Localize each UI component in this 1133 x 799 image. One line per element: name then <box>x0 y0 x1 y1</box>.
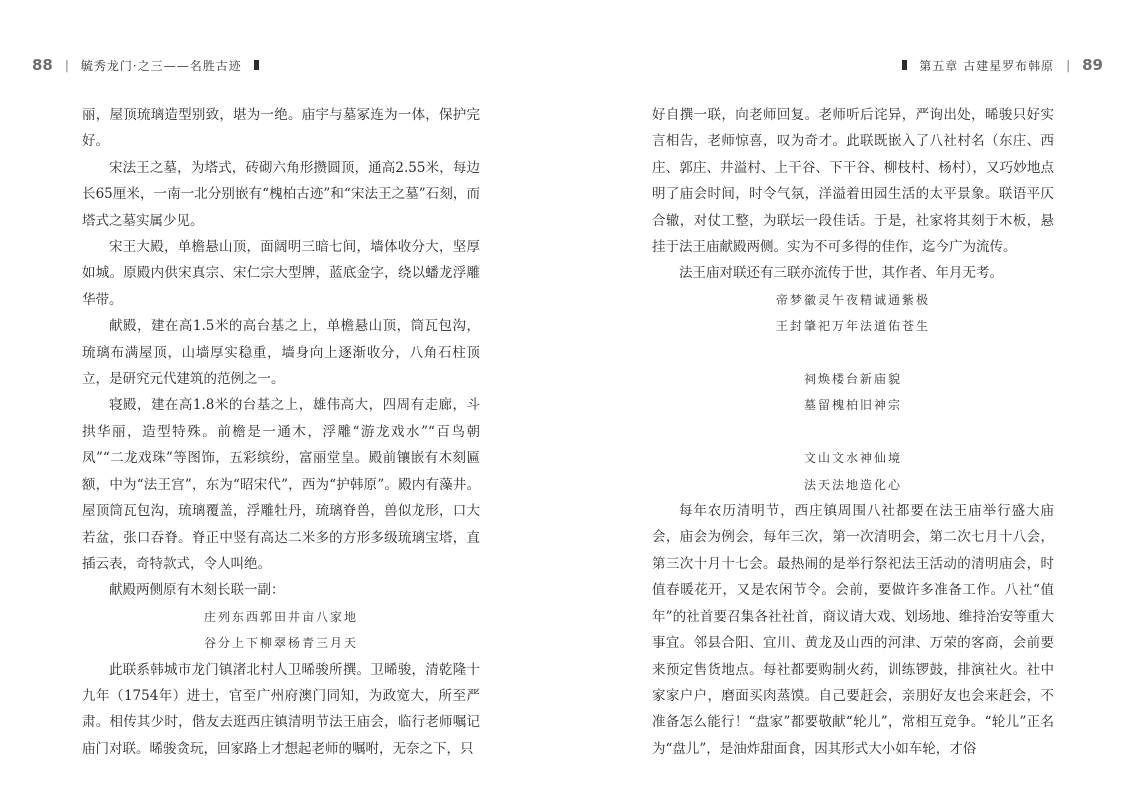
paragraph: 此联系韩城市龙门镇渚北村人卫晞骏所撰。卫晞骏，清乾隆十九年（1754年）进士，官至广州府澳门同知，为政宽大，所至严肃。相传其少时，偕友去逛西庄镇清明节法王庙会，临行老师嘱记庙门对联。晞骏贪玩，回家路上才想起老师的嘱咐，无奈之下，只 <box>82 661 480 757</box>
couplet-line: 王封肇祀万年法道佑苍生 <box>775 319 930 334</box>
paragraph: 好自撰一联，向老师回复。老师听后诧异，严询出处，晞骏只好实言相告，老师惊喜，叹为奇才。此联既嵌入了八社村名（东庄、西庄、郭庄、井溢村、上干谷、下干谷、柳枝村、杨村），又巧妙地点明了庙会时间，时令气氛，洋溢着田园生活的太平景象。联语平仄合辙，对仗工整，为联坛一段佳话。于是，社家将其刻于木板，悬挂于法王庙献殿两侧。实为不可多得的佳作，迄今广为流传。 <box>652 107 1054 256</box>
couplet-line: 墓留槐柏旧神宗 <box>803 398 902 413</box>
paragraph: 献殿两侧原有木刻长联一副： <box>109 582 285 599</box>
couplet-line: 谷分上下柳翠杨青三月天 <box>203 636 358 651</box>
paragraph: 宋王大殿，单檐悬山顶，面阔明三暗七间，墙体收分大，坚厚如城。原殿内供宋真宗、宋仁宗大型牌，蓝底金字，绕以蟠龙浮雕华带。 <box>82 239 480 308</box>
couplet-line: 文山文水神仙境 <box>803 451 902 466</box>
paragraph: 每年农历清明节，西庄镇周围八社都要在法王庙举行盛大庙会，庙会为例会，每年三次，第一次清明会，第二次七月十八会，第三次十月十七会。最热闹的是举行祭祀法王活动的清明庙会，时值春暖花开，又是农闲节令。会前，要做许多准备工作。八社“值年”的社首要召集各社社首，商议请大戏、划场地、维持治安等重大事宜。邻县合阳、宜川、黄龙及山西的河津、万荣的客商，会前要来预定售货地点。每社都要购制火药，训练锣鼓，排演社火。社中家家户户，磨面买肉蒸馍。自己要赶会，亲朋好友也会来赶会，不准备怎么能行！“盘家”都要敬献“轮儿”，常相互竞争。“轮儿”正名为“盘儿”，是油炸甜面食，因其形式大小如车轮，才俗 <box>652 503 1054 757</box>
right-page-header <box>890 56 1103 74</box>
left-page <box>0 0 566 799</box>
couplet-line: 法天法地造化心 <box>803 477 902 492</box>
left-page-body <box>82 102 480 762</box>
header-block-mark <box>254 60 259 70</box>
right-page <box>566 0 1133 799</box>
paragraph: 丽，屋顶琉璃造型别致，堪为一绝。庙宇与墓冢连为一体，保护完好。 <box>82 107 480 150</box>
paragraph: 寝殿，建在高1.8米的台基之上，雄伟高大，四周有走廊，斗拱华丽，造型特殊。前檐是一通木，浮雕“游龙戏水”“百鸟朝凤”“二龙戏珠”等图饰，五彩缤纷，富丽堂皇。殿前镶嵌有木刻匾额，中为“法王宫”，东为“昭宋代”，西为“护韩原”。殿内有藻井。屋顶筒瓦包沟，琉璃覆盖，浮雕牡丹，琉璃脊兽，兽似龙形，口大若盆，张口吞脊。脊正中竖有高达二米多的方形多级琉璃宝塔，直插云表，奇特款式，令人叫绝。 <box>82 397 480 572</box>
couplet-spacer <box>652 340 1054 366</box>
left-page-number: 88 <box>32 56 53 74</box>
paragraph: 宋法王之墓，为塔式，砖砌六角形攒圆顶，通高2.55米，每边长65厘米，一南一北分别嵌有“槐柏古迹”和“宋法王之墓”石刻，而塔式之墓实属少见。 <box>82 159 480 229</box>
right-page-number: 89 <box>1082 56 1103 74</box>
couplet-line: 祠焕楼台新庙貌 <box>803 372 902 387</box>
couplet-line: 庄列东西郭田井亩八家地 <box>203 609 358 624</box>
right-page-body <box>652 102 1054 762</box>
left-running-title: 毓秀龙门·之三——名胜古迹 <box>80 58 242 73</box>
couplet-line: 帝梦徽灵午夜精诚通紫极 <box>775 292 930 307</box>
left-page-header <box>32 56 271 74</box>
header-separator: | <box>1066 58 1071 72</box>
couplet-spacer <box>652 419 1054 445</box>
header-block-mark <box>902 60 907 70</box>
paragraph: 法王庙对联还有三联亦流传于世，其作者、年月无考。 <box>679 265 1003 282</box>
paragraph: 献殿，建在高1.5米的高台基之上，单檐悬山顶，筒瓦包沟，琉璃布满屋顶，山墙厚实稳重，墙身向上逐渐收分，八角石柱顶立，是研究元代建筑的范例之一。 <box>82 318 480 388</box>
right-running-title: 第五章 古建星罗布韩原 <box>919 58 1055 73</box>
header-separator: | <box>64 58 69 72</box>
